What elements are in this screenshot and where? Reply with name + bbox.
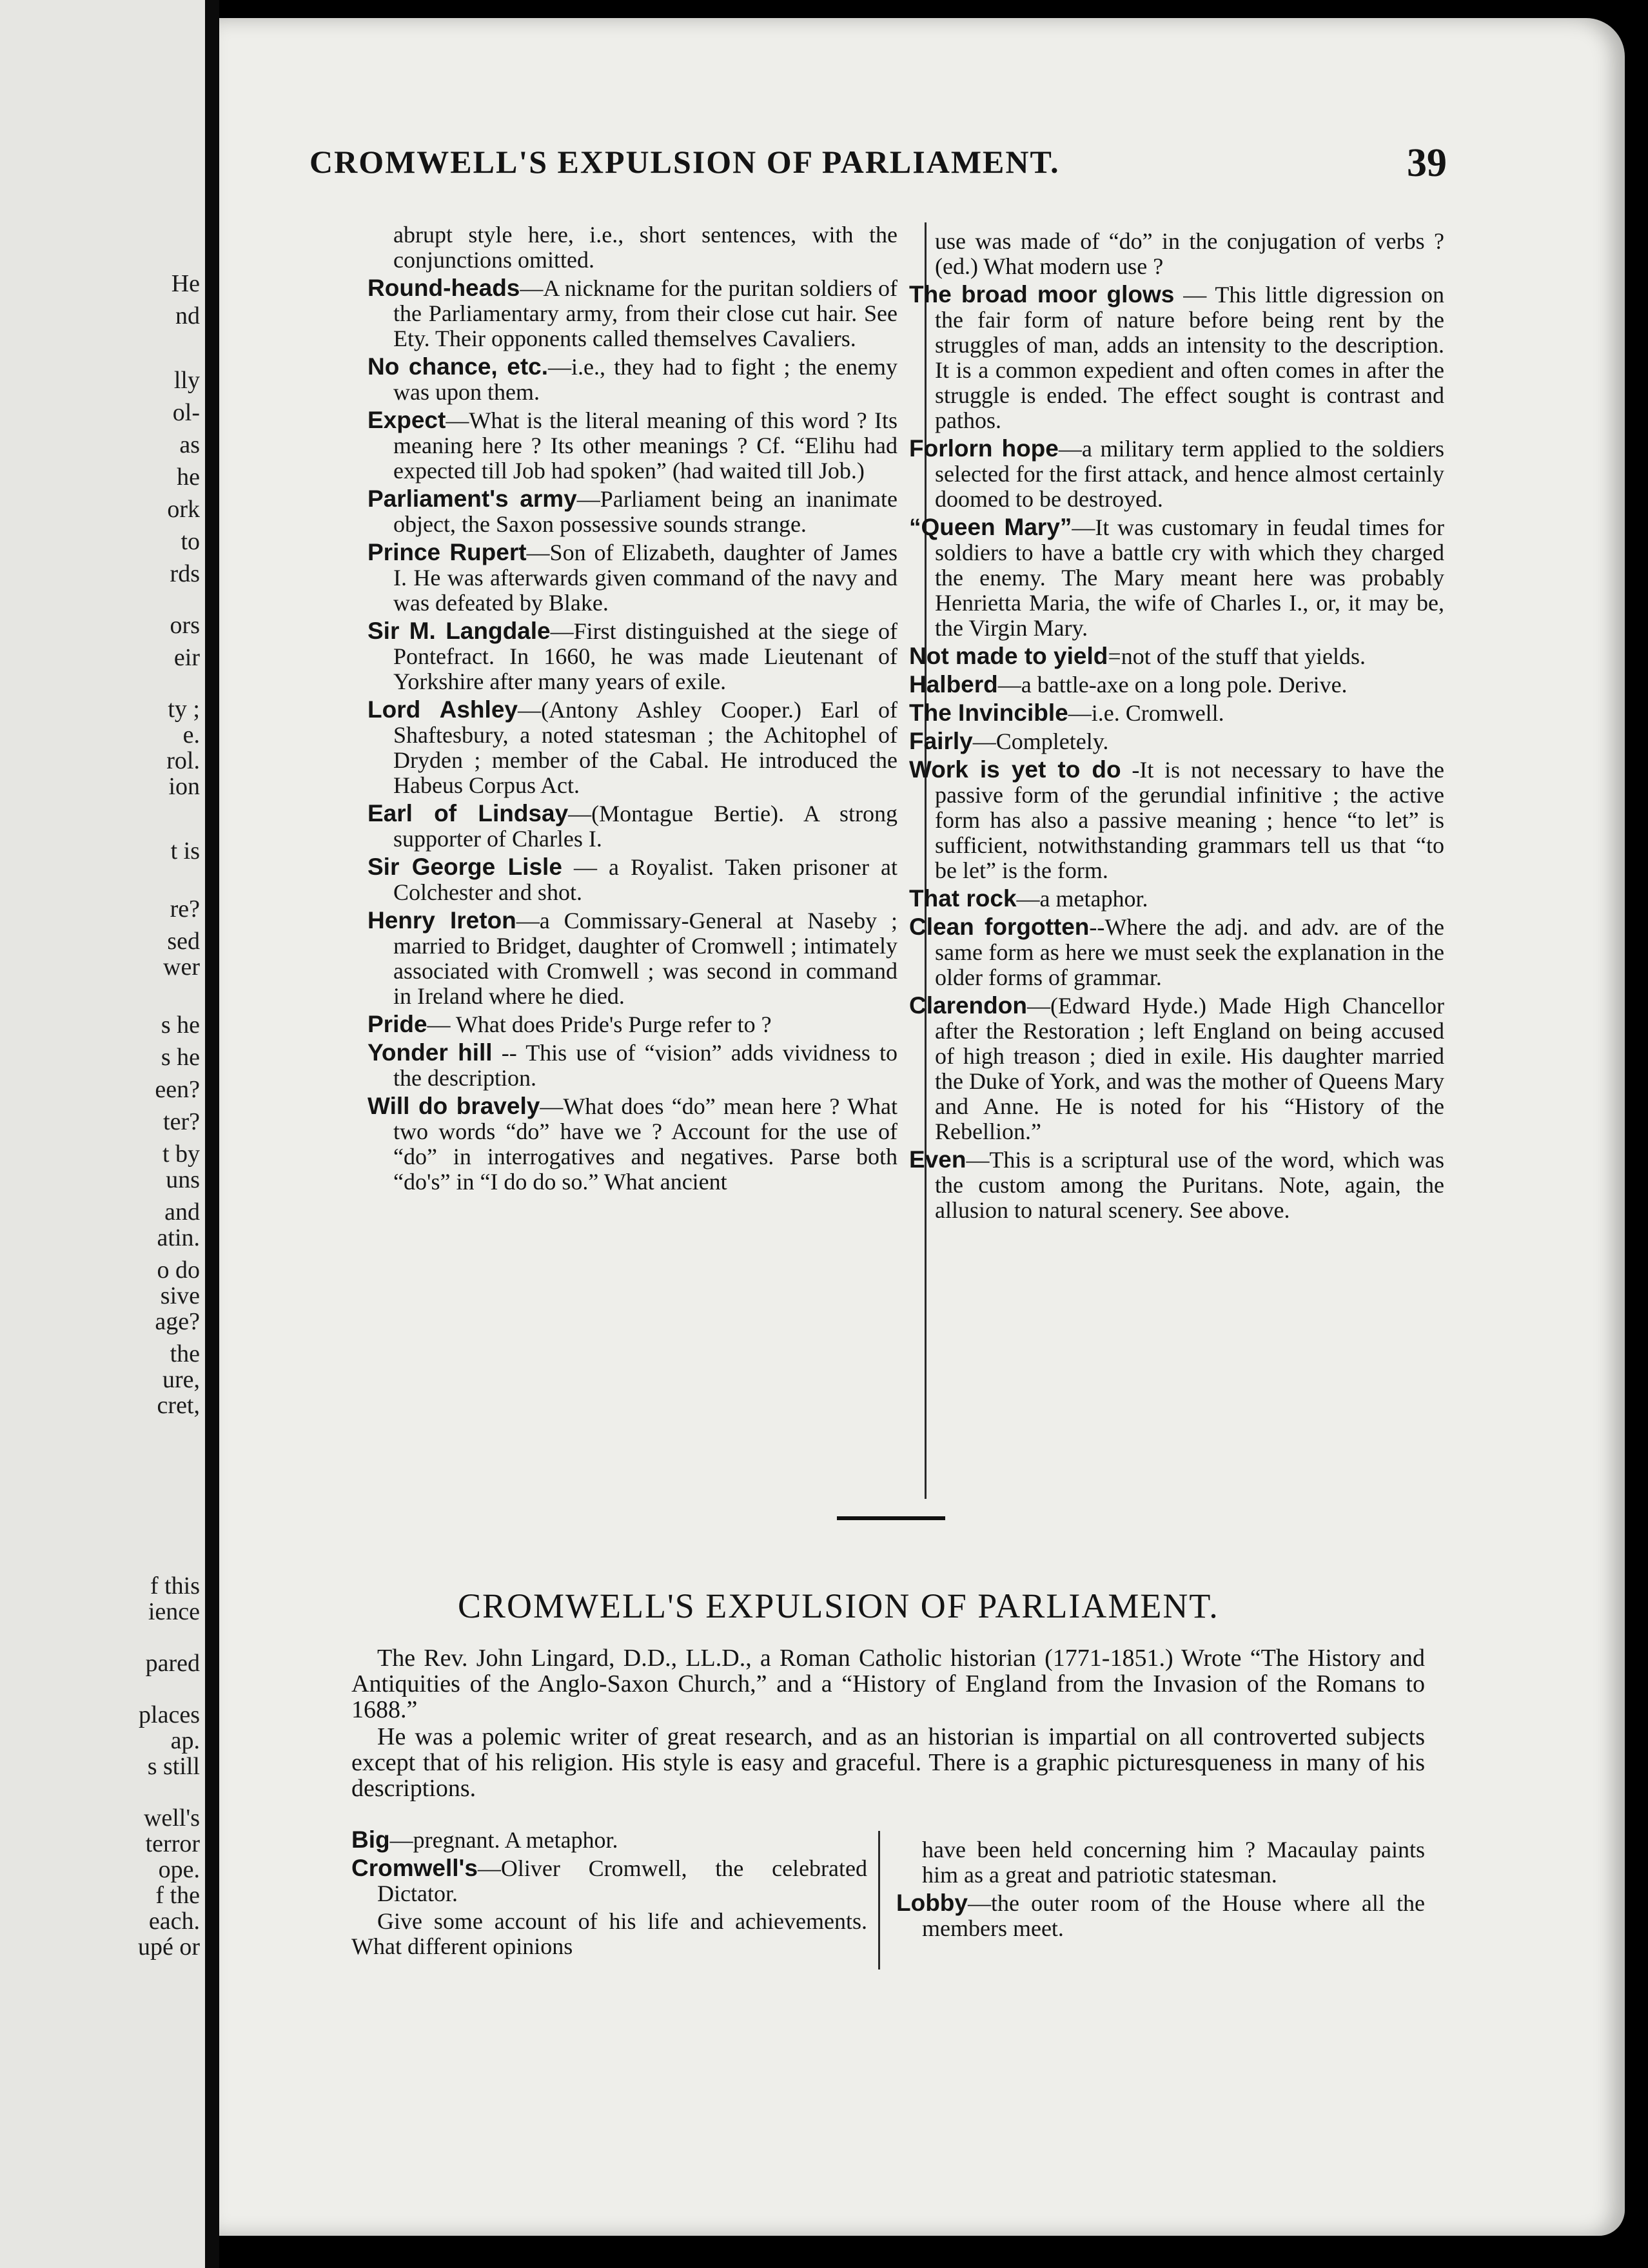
notes-column-right — [909, 229, 1444, 1226]
facing-page-text-fragment: s still — [147, 1753, 200, 1780]
facing-page-text-fragment: nd — [175, 302, 200, 329]
facing-page-text-fragment: ol- — [172, 399, 200, 426]
glossary-entry — [351, 1855, 867, 1906]
glossary-entry — [368, 908, 898, 1009]
glossary-term: The broad moor glows — [909, 281, 1175, 308]
facing-page-text-fragment: places — [139, 1701, 200, 1728]
glossary-term: Work is yet to do — [909, 756, 1121, 783]
glossary-entry — [909, 700, 1444, 726]
glossary-entry — [368, 618, 898, 694]
facing-page-text-fragment: t is — [170, 837, 200, 865]
running-head: CROMWELL'S EXPULSION OF PARLIAMENT. — [309, 144, 1060, 180]
glossary-definition: Give some account of his life and achievements. What different opinions — [351, 1908, 867, 1959]
glossary-definition: —A nickname for the puritan soldiers of the Parliamentary army, from their close cut hair. See Ety. Their opponents called themselves Cavaliers. — [393, 275, 898, 351]
glossary-entry — [909, 993, 1444, 1144]
glossary-term: Forlorn hope — [909, 435, 1059, 462]
facing-page-text-fragment: each. — [148, 1908, 200, 1935]
glossary-definition: use was made of “do” in the conjugation of verbs ? (ed.) What modern use ? — [935, 228, 1444, 279]
glossary-term: “Queen Mary” — [909, 514, 1072, 540]
facing-page-text-fragment: ion — [168, 773, 200, 800]
glossary-term: Not made to yield — [909, 643, 1108, 669]
facing-page-text-fragment: upé or — [137, 1933, 200, 1960]
notes-column-left — [368, 222, 898, 1197]
glossary-term: Clean forgotten — [909, 914, 1090, 940]
glossary-definition: — This little digression on the fair form of nature before being rent by the struggles of man, adds an intensity to the description. It is a common expedient and often comes in after the struggle is ended. The effect sought is contrast and pathos. — [935, 282, 1444, 433]
glossary-entry — [368, 1040, 898, 1091]
glossary-definition: —a Commissary-General at Naseby ; married to Bridget, daughter of Cromwell ; intimately associated with Cromwell ; was second in command in Ireland where he died. — [393, 908, 898, 1009]
facing-page-text-fragment: ope. — [158, 1856, 200, 1883]
glossary-term: Round-heads — [368, 275, 520, 301]
glossary-term: Halberd — [909, 671, 998, 698]
facing-page-text-fragment: and — [164, 1198, 200, 1226]
glossary-entry — [909, 886, 1444, 912]
glossary-entry — [368, 540, 898, 616]
facing-page-text-fragment: terror — [145, 1830, 200, 1857]
glossary-definition: —a metaphor. — [1016, 886, 1148, 912]
glossary-definition: —the outer room of the House where all the members meet. — [922, 1890, 1425, 1941]
facing-page-edge — [0, 0, 205, 2268]
intro-paragraph: He was a polemic writer of great research, and as an historian is impartial on all controverted subjects except that of his religion. His style is easy and graceful. There is a graphic picturesqueness in many of his descriptions. — [351, 1723, 1425, 1802]
facing-page-text-fragment: t by — [162, 1140, 200, 1168]
glossary-definition: —i.e., they had to fight ; the enemy was upon them. — [393, 354, 898, 405]
glossary-definition: —What is the literal meaning of this word ? Its meaning here ? Its other meanings ? Cf. “Elihu had expected till Job had spoken” (had waited till Job.) — [393, 407, 898, 484]
glossary-entry — [896, 1837, 1425, 1888]
glossary-definition: --Where the adj. and adv. are of the same form as here we must seek the explanation in the older forms of grammar. — [935, 914, 1444, 990]
facing-page-text-fragment: rds — [170, 560, 200, 587]
glossary-entry — [909, 514, 1444, 641]
facing-page-text-fragment: cret, — [157, 1392, 200, 1419]
glossary-entry — [909, 436, 1444, 512]
facing-page-text-fragment: to — [181, 528, 200, 555]
glossary-definition: — a Royalist. Taken prisoner at Colchester and shot. — [393, 854, 898, 905]
facing-page-text-fragment: ter? — [163, 1108, 200, 1135]
glossary-definition: =not of the stuff that yields. — [1108, 643, 1366, 669]
glossary-definition: —(Montague Bertie). A strong supporter of Charles I. — [393, 801, 898, 852]
glossary-definition: -- This use of “vision” adds vividness to the description. — [393, 1040, 898, 1091]
facing-page-text-fragment: f the — [155, 1882, 200, 1909]
glossary-term: Big — [351, 1826, 390, 1853]
glossary-term: Even — [909, 1146, 966, 1173]
facing-page-text-fragment: age? — [155, 1308, 200, 1335]
page-number: 39 — [1407, 141, 1447, 185]
book-gutter — [205, 0, 219, 2268]
facing-page-text-fragment: well's — [143, 1804, 200, 1832]
facing-page-text-fragment: f this — [150, 1572, 200, 1599]
glossary-entry — [896, 1890, 1425, 1941]
facing-page-text-fragment: rol. — [166, 747, 200, 774]
glossary-entry — [368, 354, 898, 405]
facing-page-text-fragment: pared — [145, 1650, 200, 1677]
glossary-definition: have been held concerning him ? Macaulay paints him as a great and patriotic statesman. — [922, 1837, 1425, 1888]
glossary-definition: —Parliament being an inanimate object, the Saxon possessive sounds strange. — [393, 486, 898, 537]
glossary-entry — [368, 697, 898, 798]
glossary-definition: —a military term applied to the soldiers selected for the first attack, and hence almost certainly doomed to be destroyed. — [935, 436, 1444, 512]
glossary-definition: —What does “do” mean here ? What two words “do” have we ? Account for the use of “do” in interrogatives and negatives. Parse both “do's” in “I do do so.” What ancient — [393, 1093, 898, 1195]
facing-page-text-fragment: sed — [167, 928, 200, 955]
glossary-definition: -It is not necessary to have the passive form of the gerundial infinitive ; the active form has also a passive meaning ; hence “to let” is sufficient, notwithstanding grammars tell us that “to be let” is the form. — [935, 757, 1444, 883]
glossary-term: Will do bravely — [368, 1093, 540, 1119]
glossary-entry — [368, 222, 898, 273]
facing-page-text-fragment: He — [171, 270, 200, 297]
glossary-term: No chance, etc. — [368, 353, 549, 380]
facing-page-text-fragment: s he — [161, 1012, 200, 1039]
glossary-definition: —(Edward Hyde.) Made High Chancellor after the Restoration ; left England on being accused of high treason ; died in exile. His daughter married the Duke of York, and was the mother of Queens Mary and Anne. He is noted for his “History of the Rebellion.” — [935, 993, 1444, 1144]
glossary-term: Earl of Lindsay — [368, 800, 569, 826]
glossary-entry — [351, 1909, 867, 1959]
glossary-entry — [909, 643, 1444, 669]
glossary-entry — [368, 1093, 898, 1195]
facing-page-text-fragment: the — [170, 1340, 200, 1367]
glossary-entry — [909, 757, 1444, 883]
facing-page-text-fragment: ure, — [162, 1366, 200, 1393]
facing-page-text-fragment: e. — [182, 721, 200, 748]
section-divider — [837, 1516, 945, 1520]
glossary-entry — [909, 728, 1444, 754]
facing-page-text-fragment: he — [177, 464, 200, 491]
facing-page-text-fragment: ap. — [170, 1727, 200, 1754]
facing-page-text-fragment: re? — [170, 895, 200, 923]
glossary-entry — [909, 672, 1444, 698]
glossary-entry — [909, 914, 1444, 990]
glossary-definition: —(Antony Ashley Cooper.) Earl of Shaftesbury, a noted statesman ; the Achitophel of Dryden ; member of the Cabal. He introduced the Habeus Corpus Act. — [393, 697, 898, 798]
glossary-definition: —Oliver Cromwell, the celebrated Dictator. — [377, 1855, 867, 1906]
notes-column-lower-left — [351, 1827, 867, 1962]
glossary-term: Yonder hill — [368, 1039, 493, 1066]
glossary-term: Lord Ashley — [368, 696, 518, 723]
facing-page-text-fragment: ty ; — [168, 696, 200, 723]
glossary-term: Fairly — [909, 728, 973, 754]
glossary-entry — [368, 854, 898, 905]
glossary-term: Cromwell's — [351, 1855, 478, 1881]
facing-page-text-fragment: lly — [173, 367, 200, 394]
glossary-term: Clarendon — [909, 992, 1027, 1019]
glossary-entry — [351, 1827, 867, 1853]
glossary-entry — [909, 229, 1444, 279]
glossary-entry — [368, 1012, 898, 1037]
author-introduction — [351, 1645, 1425, 1803]
glossary-term: That rock — [909, 885, 1017, 912]
facing-page-text-fragment: atin. — [157, 1224, 200, 1251]
section-title: CROMWELL'S EXPULSION OF PARLIAMENT. — [458, 1587, 1219, 1625]
facing-page-text-fragment: s he — [161, 1044, 200, 1071]
glossary-term: Pride — [368, 1011, 427, 1037]
glossary-entry — [368, 801, 898, 852]
column-divider-lower — [878, 1831, 880, 1970]
facing-page-text-fragment: ors — [170, 612, 200, 639]
glossary-definition: —a battle-axe on a long pole. Derive. — [997, 672, 1348, 698]
glossary-definition: —First distinguished at the siege of Pontefract. In 1660, he was made Lieutenant of Yorkshire after many years of exile. — [393, 618, 898, 694]
glossary-term: Henry Ireton — [368, 907, 516, 934]
glossary-entry — [368, 407, 898, 484]
facing-page-text-fragment: as — [179, 431, 200, 458]
glossary-term: Lobby — [896, 1890, 968, 1916]
glossary-term: Parliament's army — [368, 485, 577, 512]
glossary-definition: — What does Pride's Purge refer to ? — [427, 1012, 772, 1037]
facing-page-text-fragment: wer — [163, 953, 200, 981]
notes-column-lower-right — [896, 1837, 1425, 1944]
glossary-definition: —It was customary in feudal times for soldiers to have a battle cry with which they charged the enemy. The Mary meant here was probably Henrietta Maria, the wife of Charles I., or, it may be, the Virgin Mary. — [935, 514, 1445, 641]
glossary-definition: —Completely. — [972, 728, 1109, 754]
facing-page-text-fragment: eir — [173, 644, 200, 671]
facing-page-text-fragment: o do — [157, 1256, 200, 1284]
glossary-entry — [909, 1147, 1444, 1223]
intro-paragraph: The Rev. John Lingard, D.D., LL.D., a Roman Catholic historian (1771-1851.) Wrote “The History and Antiquities of the Anglo-Saxon Church,” and a “History of England from the Invasion of the Romans to 1688.” — [351, 1645, 1425, 1723]
glossary-definition: —pregnant. A metaphor. — [389, 1827, 618, 1853]
glossary-term: The Invincible — [909, 699, 1068, 726]
glossary-definition: —This is a scriptural use of the word, which was the custom among the Puritans. Note, again, the allusion to natural scenery. See above. — [935, 1147, 1444, 1223]
facing-page-text-fragment: sive — [160, 1282, 200, 1309]
glossary-definition: —i.e. Cromwell. — [1068, 700, 1224, 726]
glossary-term: Expect — [368, 407, 446, 433]
glossary-entry — [909, 282, 1444, 433]
glossary-definition: abrupt style here, i.e., short sentences, with the conjunctions omitted. — [393, 222, 898, 273]
glossary-term: Prince Rupert — [368, 539, 527, 565]
glossary-entry — [368, 486, 898, 537]
facing-page-text-fragment: uns — [166, 1166, 200, 1193]
glossary-entry — [368, 275, 898, 351]
facing-page-text-fragment: een? — [155, 1076, 200, 1103]
facing-page-text-fragment: ork — [167, 496, 200, 523]
glossary-term: Sir George Lisle — [368, 854, 562, 880]
glossary-term: Sir M. Langdale — [368, 618, 551, 644]
glossary-definition: —Son of Elizabeth, daughter of James I. He was afterwards given command of the navy and was defeated by Blake. — [393, 540, 898, 616]
facing-page-text-fragment: ience — [148, 1598, 200, 1625]
